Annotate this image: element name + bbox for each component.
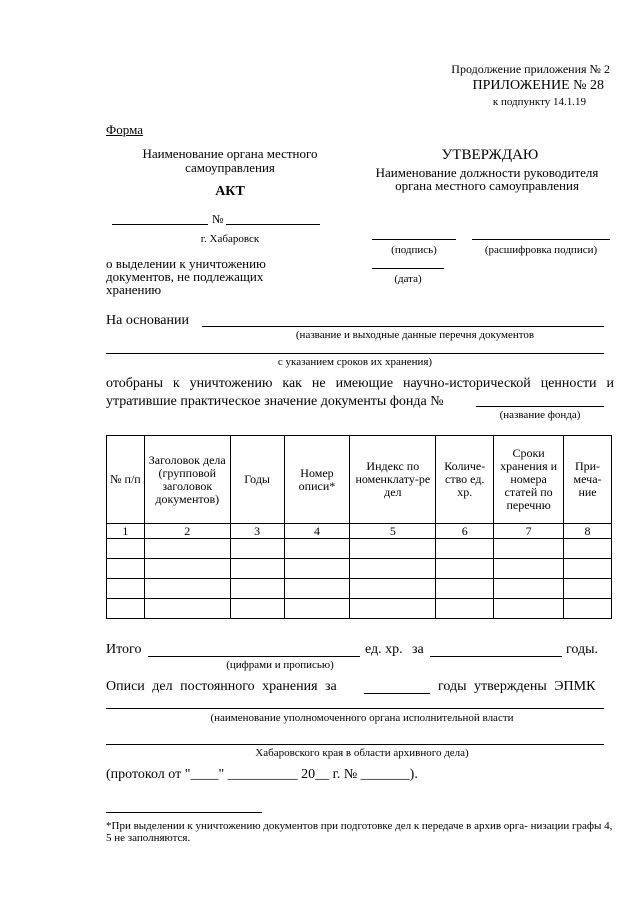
basis-label: На основании	[106, 313, 189, 328]
total-hint: (цифрами и прописью)	[226, 659, 334, 671]
inventory-authority-line	[106, 708, 604, 709]
inventory-text-start: Описи дел постоянного хранения за	[106, 679, 337, 694]
basis-line	[202, 326, 604, 327]
basis-hint1: (название и выходные данные перечня документов	[295, 329, 535, 341]
act-number-line-left	[112, 224, 208, 225]
inventory-years-line	[364, 693, 430, 694]
total-years: годы.	[566, 642, 599, 657]
date-line	[372, 268, 444, 269]
total-years-line	[430, 656, 562, 657]
col-number: 3	[230, 524, 284, 539]
act-subject: о выделении к уничтожению документов, не подлежащих хранению	[106, 256, 266, 297]
appendix-subpoint: к подпункту 14.1.19	[492, 96, 586, 108]
inventory-text-end: годы утверждены ЭПМК	[438, 679, 596, 694]
inventory-hint1: (наименование уполномоченного органа исполнительной власти	[210, 712, 514, 724]
footnote: *При выделении к уничтожению документов при подготовке дел к передаче в архив орга- низации графы 4, 5 не заполняются.	[106, 820, 613, 844]
table-row	[107, 579, 612, 599]
date-hint: (дата)	[394, 273, 422, 285]
col-header-storage-terms: Сроки хранения и номера статей по перечню	[494, 436, 564, 524]
form-label: Форма	[106, 122, 143, 137]
continuation-label: Продолжение приложения № 2	[451, 62, 610, 76]
total-label: Итого	[106, 642, 142, 657]
basis-hint2: с указанием сроков их хранения)	[277, 356, 433, 368]
act-table	[106, 435, 612, 619]
col-number: 8	[564, 524, 612, 539]
col-number: 7	[494, 524, 564, 539]
selected-text: отобраны к уничтожению как не имеющие научно-исторической ценности и утратившие практическое значение документы фонда №	[106, 376, 614, 409]
col-header-case-title: Заголовок дела (групповой заголовок документов)	[144, 436, 230, 524]
signature-hint: (подпись)	[391, 244, 437, 256]
col-header-index: Индекс по номенклату-ре дел	[350, 436, 436, 524]
protocol-line: (протокол от "____" __________ 20__ г. № _______).	[106, 767, 418, 782]
col-header-years: Годы	[230, 436, 284, 524]
col-number: 1	[107, 524, 145, 539]
org-name: Наименование органа местного самоуправления	[142, 146, 318, 175]
inventory-authority-line-2	[106, 744, 604, 745]
col-number: 4	[284, 524, 350, 539]
approver-position: Наименование должности руководителя органа местного самоуправления	[375, 165, 599, 193]
basis-line-2	[106, 353, 604, 354]
act-title: АКТ	[215, 184, 245, 199]
signature-line	[372, 239, 456, 240]
col-header-inventory-number: Номер описи*	[284, 436, 350, 524]
table-row	[107, 599, 612, 619]
fund-hint: (название фонда)	[499, 409, 581, 421]
inventory-hint2: Хабаровского края в области архивного дела)	[255, 747, 469, 759]
table-number-row	[107, 524, 612, 539]
approve-label: УТВЕРЖДАЮ	[441, 147, 539, 163]
total-for: за	[412, 642, 424, 657]
total-units: ед. хр.	[365, 642, 403, 657]
table-row	[107, 559, 612, 579]
appendix-title: ПРИЛОЖЕНИЕ № 28	[472, 78, 604, 93]
signature-decoding-line	[472, 239, 610, 240]
act-number-line-right	[226, 224, 320, 225]
city: г. Хабаровск	[200, 233, 260, 245]
col-number: 2	[144, 524, 230, 539]
table-row	[107, 539, 612, 559]
table-header-row	[107, 436, 612, 524]
col-header-notes: При-меча-ние	[564, 436, 612, 524]
col-header-number: № п/п	[107, 436, 145, 524]
col-number: 5	[350, 524, 436, 539]
fund-number-line	[476, 406, 604, 407]
total-amount-line	[148, 656, 360, 657]
col-number: 6	[436, 524, 494, 539]
act-number-sign: №	[212, 212, 224, 226]
footnote-separator	[106, 812, 262, 813]
col-header-quantity: Количе-ство ед. хр.	[436, 436, 494, 524]
signature-decoding-hint: (расшифровка подписи)	[484, 244, 598, 256]
